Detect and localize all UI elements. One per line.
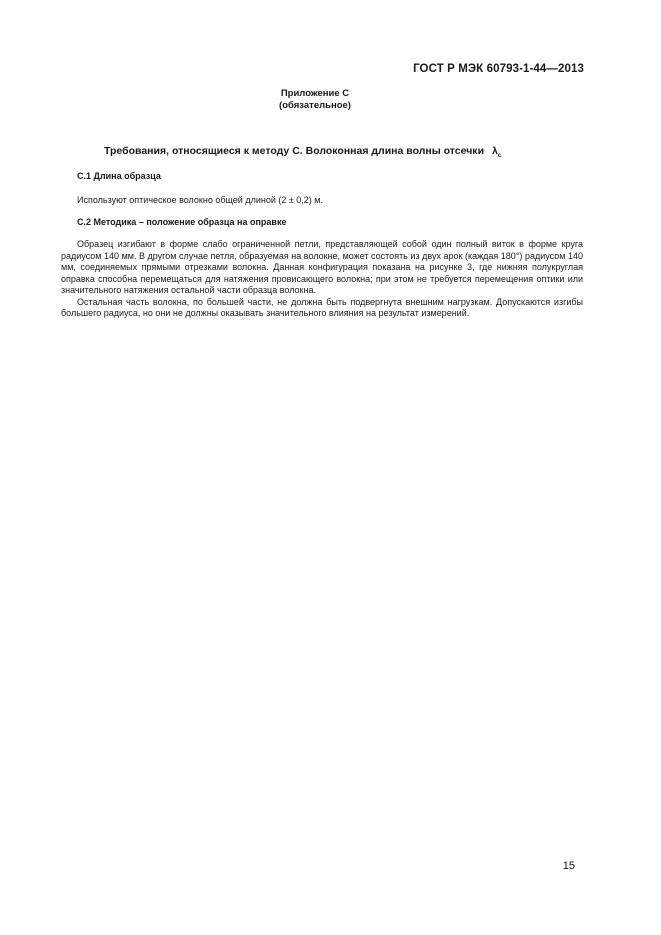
- lambda-subscript: c: [497, 152, 502, 160]
- annex-header: [0, 88, 630, 112]
- main-title-text: Требования, относящиеся к методу С. Волоконная длина волны отсечки: [104, 145, 485, 157]
- paragraph: Остальная часть волокна, по большей части, не должна быть подвергнута внешним нагрузкам. Допускаются изгибы большего радиуса, но они не должны оказывать значительного влияния на результат измерений.: [61, 296, 583, 318]
- lambda-symbol: $\lambda_c$: [491, 145, 502, 160]
- page-number: 15: [562, 860, 575, 872]
- annex-title: Приложение С: [280, 88, 350, 99]
- document-code: ГОСТ Р МЭК 60793-1-44—2013: [413, 63, 584, 75]
- annex-main-title: [104, 145, 501, 159]
- section-heading-c2: С.2 Методика – положение образца на оправке: [77, 217, 287, 227]
- annex-status: (обязательное): [279, 100, 351, 111]
- paragraph: Образец изгибают в форме слабо ограниченной петли, представляющей собой один полный виток в форме круга радиусом 140 мм. В другом случае петля, образуемая на волокне, может состоять из двух арок (каждая 180°) радиусом 140 мм, соединяемых прямыми отрезками волокна. Данная конфигурация показана на рисунке 3, где нижняя полукруглая оправка способна перемещаться для натяжения провисающего волокна; при этом не требуется перемещения оптики или значительного натяжения остальной части образца волокна.: [61, 239, 583, 295]
- section-body-c2: [61, 239, 583, 320]
- section-text-c1: Используют оптическое волокно общей длиной (2 ± 0,2) м.: [77, 195, 323, 205]
- section-heading-c1: С.1 Длина образца: [77, 171, 161, 181]
